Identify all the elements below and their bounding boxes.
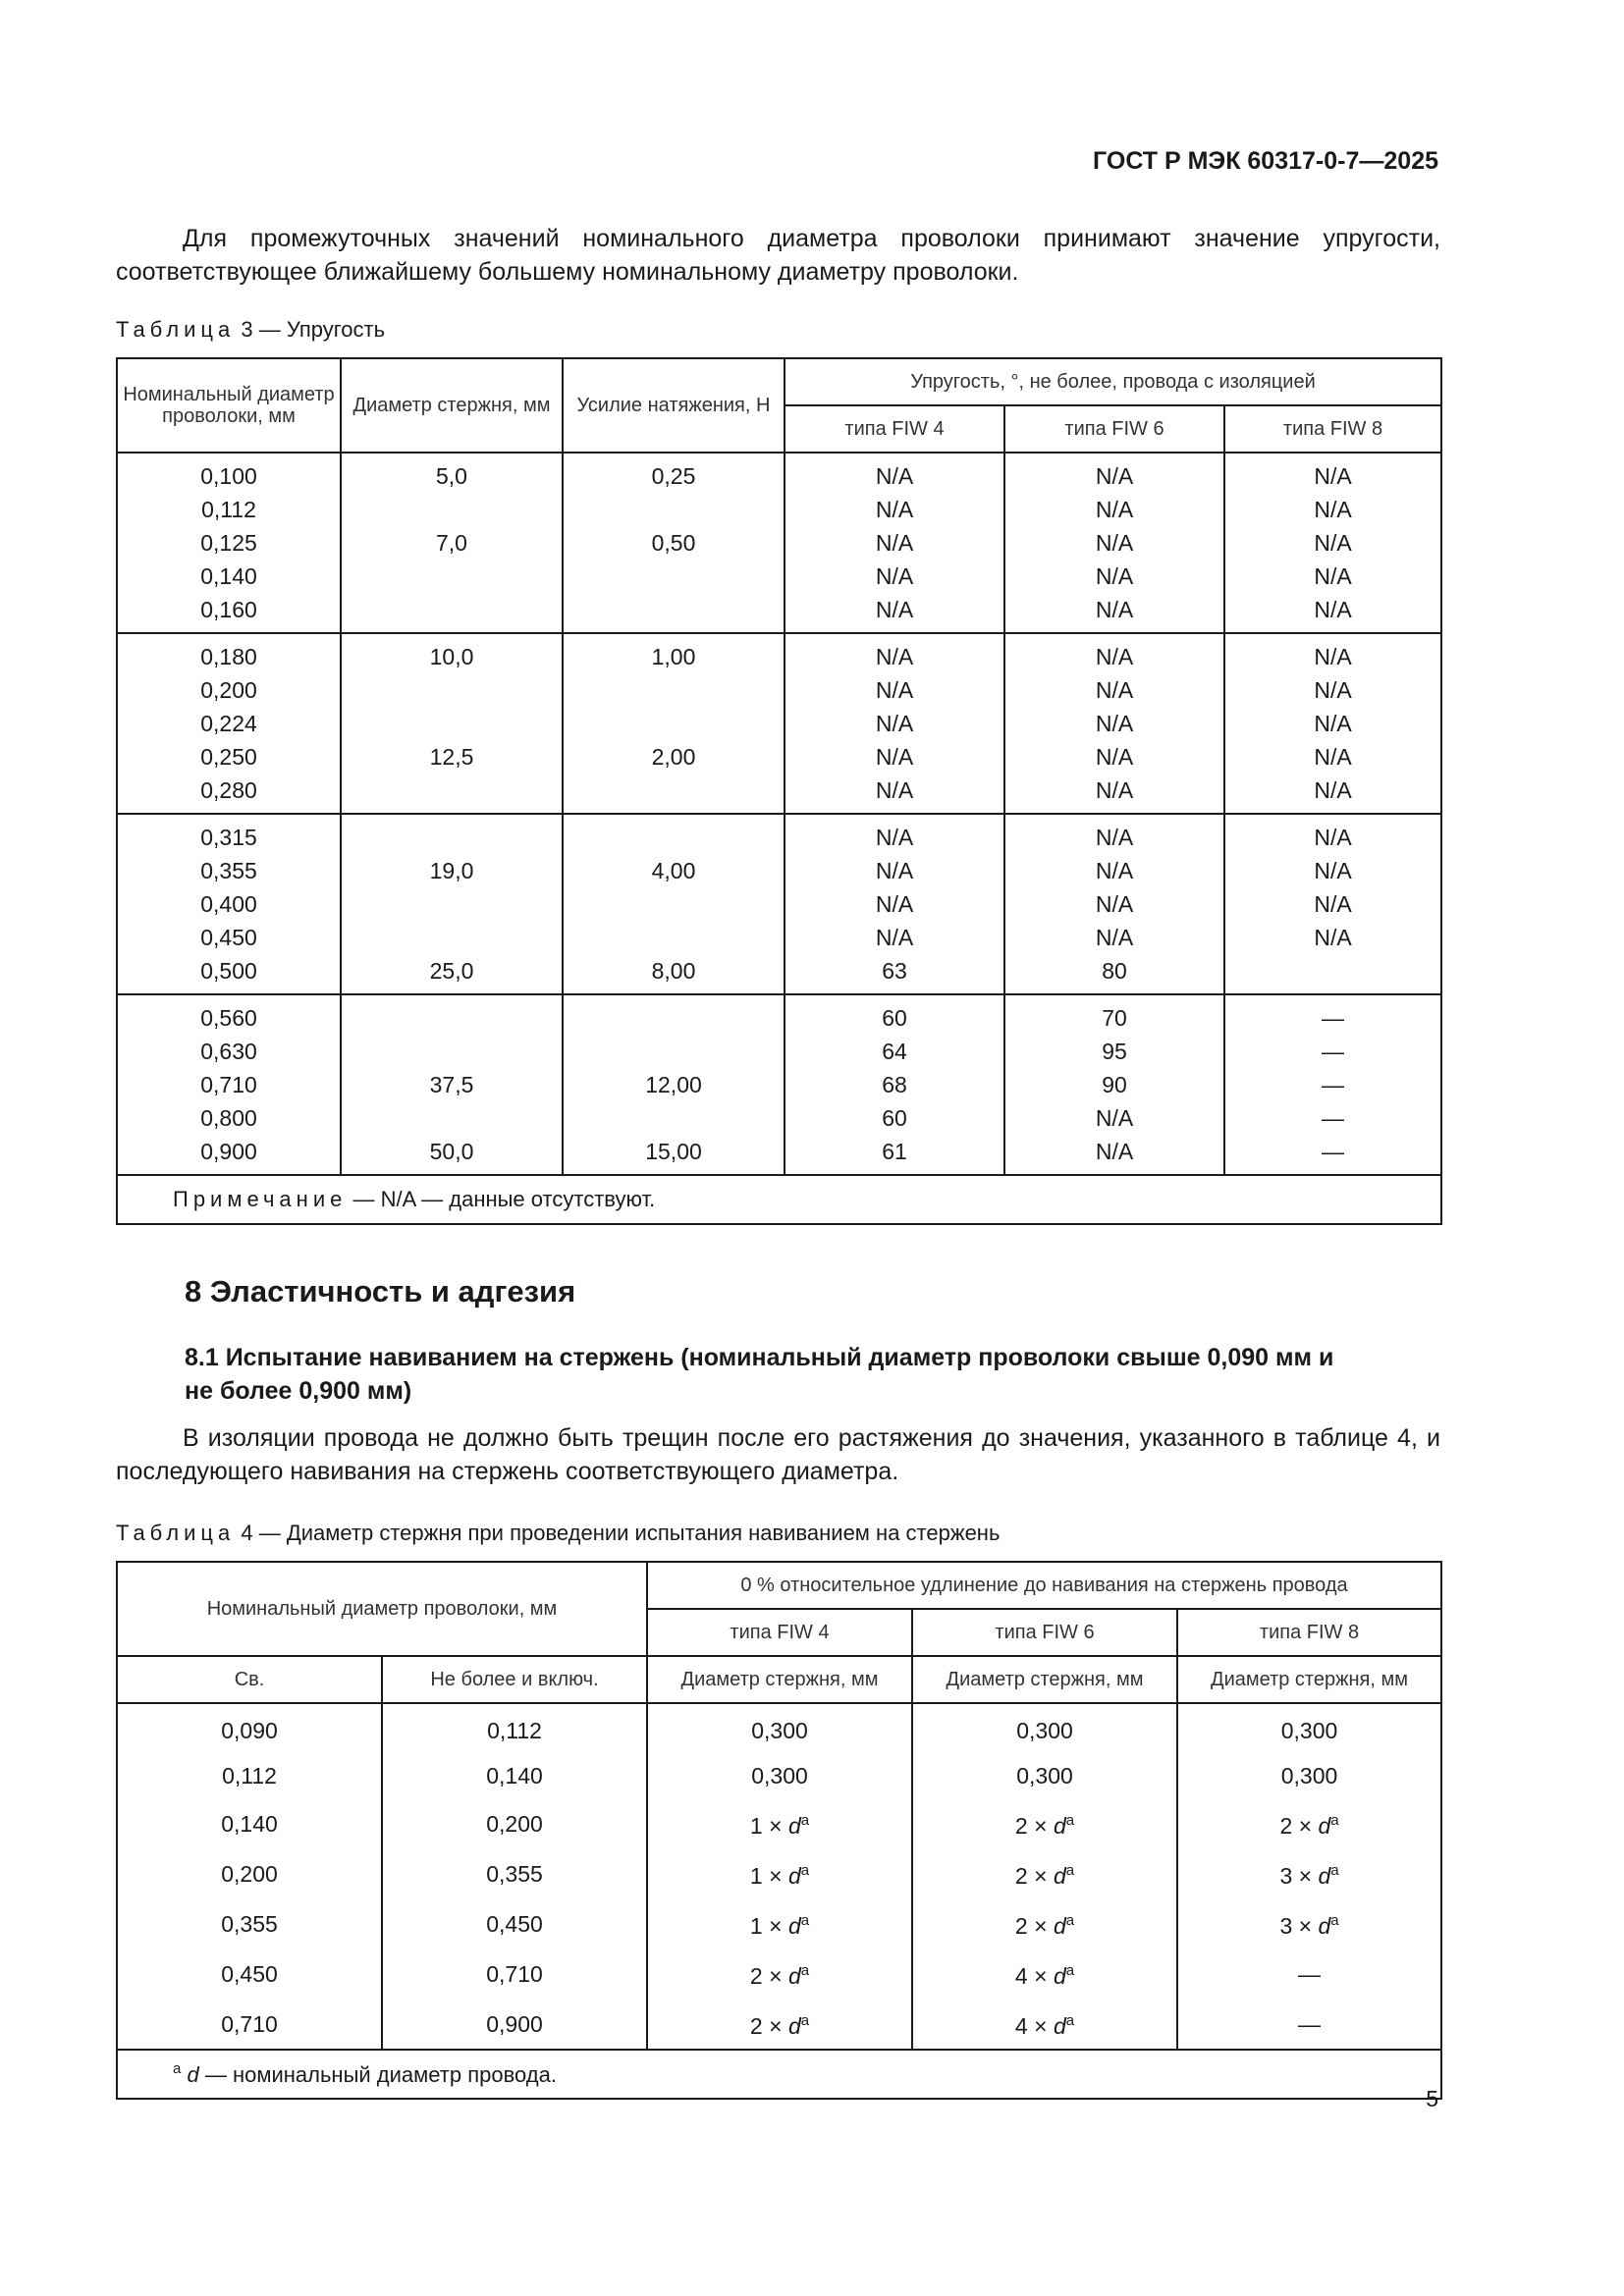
cell-fiw4 bbox=[647, 1949, 912, 1999]
cell-value: N/A bbox=[875, 711, 914, 736]
cell-fiw8 bbox=[1224, 633, 1441, 814]
cell-value bbox=[342, 821, 562, 854]
cell-fiw6 bbox=[1004, 453, 1224, 633]
cell-value bbox=[342, 593, 562, 626]
cell-diameter bbox=[117, 814, 341, 994]
springback-table bbox=[116, 357, 1442, 1225]
cell-value: N/A bbox=[875, 677, 914, 703]
footnote-marker: a bbox=[1065, 1912, 1075, 1929]
cell-value: 0,300 bbox=[1016, 1718, 1073, 1743]
cell-over bbox=[117, 1798, 382, 1848]
table-row bbox=[117, 1898, 1441, 1949]
cell-fiw8 bbox=[1224, 994, 1441, 1175]
cell-value: 4 × bbox=[1014, 1963, 1054, 1989]
cell-value: N/A bbox=[1314, 597, 1352, 622]
cell-value bbox=[342, 1101, 562, 1135]
cell-value: 0,450 bbox=[200, 925, 257, 950]
header-rod-fiw8: Диаметр стержня, мм bbox=[1177, 1656, 1441, 1703]
cell-value: — bbox=[1298, 2010, 1322, 2037]
document-code: ГОСТ Р МЭК 60317-0-7—2025 bbox=[1093, 147, 1438, 175]
cell-value: 80 bbox=[1102, 958, 1127, 984]
cell-value: 12,00 bbox=[645, 1072, 702, 1097]
cell-value bbox=[342, 707, 562, 740]
cell-fiw8 bbox=[1177, 1703, 1441, 1753]
header-up-to: Не более и включ. bbox=[382, 1656, 647, 1703]
cell-value: 0,300 bbox=[1016, 1763, 1073, 1789]
cell-value: 2 × bbox=[1014, 1913, 1054, 1939]
cell-value: 10,0 bbox=[429, 644, 474, 669]
cell-diameter bbox=[117, 633, 341, 814]
cell-value: 0,500 bbox=[200, 958, 257, 984]
cell-value: 61 bbox=[882, 1139, 907, 1164]
cell-value: N/A bbox=[875, 891, 914, 917]
section-heading: 8 Эластичность и адгезия bbox=[185, 1274, 576, 1308]
header-rod-fiw4: Диаметр стержня, мм bbox=[647, 1656, 912, 1703]
cell-value: 1 × bbox=[749, 1863, 788, 1889]
header-type-fiw6: типа FIW 6 bbox=[1004, 405, 1224, 453]
cell-value bbox=[1225, 954, 1440, 988]
cell-upto bbox=[382, 1898, 647, 1949]
cell-value: N/A bbox=[1095, 777, 1134, 803]
cell-value bbox=[342, 1001, 562, 1035]
cell-value bbox=[342, 887, 562, 921]
cell-value: N/A bbox=[1095, 744, 1134, 770]
cell-fiw4 bbox=[785, 633, 1004, 814]
cell-value: 4,00 bbox=[651, 858, 696, 883]
cell-value bbox=[342, 1035, 562, 1068]
cell-fiw6 bbox=[1004, 994, 1224, 1175]
cell-fiw4 bbox=[647, 1753, 912, 1798]
cell-value bbox=[342, 493, 562, 526]
cell-value: N/A bbox=[1095, 597, 1134, 622]
cell-fiw8 bbox=[1224, 453, 1441, 633]
header-type-fiw4: типа FIW 4 bbox=[785, 405, 1004, 453]
header-type-fiw4: типа FIW 4 bbox=[647, 1609, 912, 1656]
cell-fiw4 bbox=[647, 1999, 912, 2050]
cell-value bbox=[564, 774, 784, 807]
cell-value: 2,00 bbox=[651, 744, 696, 770]
cell-value: 0,140 bbox=[486, 1763, 543, 1789]
cell-value: N/A bbox=[1314, 563, 1352, 589]
cell-fiw8 bbox=[1177, 1798, 1441, 1848]
cell-value: 0,250 bbox=[200, 744, 257, 770]
header-type-fiw8: типа FIW 8 bbox=[1177, 1609, 1441, 1656]
cell-value: — bbox=[1322, 1105, 1345, 1131]
cell-value: 60 bbox=[882, 1105, 907, 1131]
table-row-group bbox=[117, 633, 1441, 814]
d-symbol: d bbox=[1053, 1863, 1066, 1889]
cell-fiw6 bbox=[1004, 633, 1224, 814]
cell-fiw6 bbox=[912, 1798, 1177, 1848]
cell-value: 0,140 bbox=[221, 1810, 278, 1837]
cell-value: 2 × bbox=[749, 1963, 788, 1989]
cell-value: N/A bbox=[875, 530, 914, 556]
cell-fiw6 bbox=[912, 1898, 1177, 1949]
cell-value: 2 × bbox=[1014, 1863, 1054, 1889]
cell-tension bbox=[563, 633, 785, 814]
cell-fiw8 bbox=[1177, 1898, 1441, 1949]
cell-tension bbox=[563, 994, 785, 1175]
table-row bbox=[117, 1703, 1441, 1753]
cell-upto bbox=[382, 1999, 647, 2050]
header-rod-fiw6: Диаметр стержня, мм bbox=[912, 1656, 1177, 1703]
table-row bbox=[117, 1798, 1441, 1848]
cell-value: 90 bbox=[1102, 1072, 1127, 1097]
cell-value: N/A bbox=[1095, 677, 1134, 703]
cell-value: 5,0 bbox=[436, 463, 467, 489]
cell-value: 2 × bbox=[1279, 1813, 1319, 1839]
table-row-group bbox=[117, 994, 1441, 1175]
cell-over bbox=[117, 1999, 382, 2050]
intro-paragraph: Для промежуточных значений номинального диаметра проволоки принимают значение упругости, соответствующее ближайшему большему номинальному диаметру проволоки. bbox=[116, 225, 1440, 286]
cell-value: — bbox=[1322, 1039, 1345, 1064]
cell-value: 8,00 bbox=[651, 958, 696, 984]
cell-value: 0,112 bbox=[222, 1763, 277, 1789]
header-over: Св. bbox=[117, 1656, 382, 1703]
cell-value: N/A bbox=[1314, 744, 1352, 770]
footnote-marker: a bbox=[800, 1862, 810, 1879]
cell-value: N/A bbox=[1095, 891, 1134, 917]
cell-value: 0,125 bbox=[200, 530, 257, 556]
cell-fiw8 bbox=[1177, 1753, 1441, 1798]
cell-value: N/A bbox=[1095, 858, 1134, 883]
cell-value: — bbox=[1322, 1005, 1345, 1031]
header-nominal-diameter: Номинальный диаметр проволоки, мм bbox=[117, 1562, 647, 1656]
cell-over bbox=[117, 1898, 382, 1949]
footnote-marker: a bbox=[1330, 1862, 1339, 1879]
cell-value: 25,0 bbox=[429, 958, 474, 984]
cell-value: 50,0 bbox=[429, 1139, 474, 1164]
header-tension: Усилие натяжения, Н bbox=[563, 358, 785, 453]
cell-value: 0,200 bbox=[486, 1810, 543, 1837]
table-row-group bbox=[117, 814, 1441, 994]
cell-value: 7,0 bbox=[436, 530, 467, 556]
cell-value: 1 × bbox=[749, 1813, 788, 1839]
cell-value: N/A bbox=[875, 644, 914, 669]
cell-value: N/A bbox=[1314, 463, 1352, 489]
cell-value: 3 × bbox=[1279, 1913, 1319, 1939]
cell-value: 0,160 bbox=[200, 597, 257, 622]
cell-value bbox=[564, 560, 784, 593]
d-symbol: d bbox=[787, 1813, 801, 1839]
cell-diameter bbox=[117, 994, 341, 1175]
cell-value: 95 bbox=[1102, 1039, 1127, 1064]
cell-value: 0,50 bbox=[651, 530, 696, 556]
header-type-fiw8: типа FIW 8 bbox=[1224, 405, 1441, 453]
cell-value bbox=[564, 673, 784, 707]
cell-rod bbox=[341, 814, 563, 994]
cell-value: N/A bbox=[1314, 891, 1352, 917]
cell-value: 0,224 bbox=[200, 711, 257, 736]
cell-upto bbox=[382, 1798, 647, 1848]
table4-caption: Таблица 4 — Диаметр стержня при проведении испытания навиванием на стержень bbox=[116, 1521, 1001, 1545]
cell-value: N/A bbox=[1314, 644, 1352, 669]
cell-upto bbox=[382, 1703, 647, 1753]
header-rod-diameter: Диаметр стержня, мм bbox=[341, 358, 563, 453]
cell-value: 0,200 bbox=[200, 677, 257, 703]
cell-fiw4 bbox=[647, 1898, 912, 1949]
cell-value: 0,710 bbox=[221, 2010, 278, 2037]
cell-rod bbox=[341, 453, 563, 633]
table-row bbox=[117, 1949, 1441, 1999]
cell-fiw4 bbox=[647, 1703, 912, 1753]
cell-value: 0,710 bbox=[486, 1960, 543, 1987]
cell-value: N/A bbox=[1314, 530, 1352, 556]
cell-over bbox=[117, 1703, 382, 1753]
d-symbol: d bbox=[787, 1963, 801, 1989]
cell-value: 0,300 bbox=[751, 1718, 808, 1743]
cell-fiw4 bbox=[785, 814, 1004, 994]
table3-caption: Таблица 3 — Упругость bbox=[116, 317, 386, 342]
table3-note: Примечание — N/A — данные отсутствуют. bbox=[117, 1175, 1441, 1224]
mandrel-diameter-table bbox=[116, 1561, 1442, 2100]
cell-value bbox=[342, 921, 562, 954]
cell-upto bbox=[382, 1753, 647, 1798]
cell-fiw4 bbox=[785, 994, 1004, 1175]
cell-value: 37,5 bbox=[429, 1072, 474, 1097]
cell-value: 70 bbox=[1102, 1005, 1127, 1031]
cell-value: 0,315 bbox=[200, 825, 257, 850]
cell-value bbox=[564, 1001, 784, 1035]
header-springback: Упругость, °, не более, провода с изоляцией bbox=[785, 358, 1441, 405]
cell-over bbox=[117, 1949, 382, 1999]
cell-value: 0,300 bbox=[1280, 1718, 1338, 1743]
cell-value: — bbox=[1322, 1139, 1345, 1164]
cell-fiw4 bbox=[647, 1848, 912, 1898]
cell-value: 0,355 bbox=[486, 1860, 543, 1887]
cell-value: N/A bbox=[1095, 1105, 1134, 1131]
cell-value: N/A bbox=[875, 825, 914, 850]
d-symbol: d bbox=[1053, 1813, 1066, 1839]
cell-rod bbox=[341, 994, 563, 1175]
cell-value: N/A bbox=[1095, 463, 1134, 489]
footnote-marker: a bbox=[800, 1812, 810, 1829]
cell-value: N/A bbox=[1314, 677, 1352, 703]
header-elongation: 0 % относительное удлинение до навивания на стержень провода bbox=[647, 1562, 1441, 1609]
cell-rod bbox=[341, 633, 563, 814]
cell-value: N/A bbox=[1095, 497, 1134, 522]
cell-value: 0,112 bbox=[487, 1718, 542, 1743]
cell-value bbox=[564, 493, 784, 526]
cell-diameter bbox=[117, 453, 341, 633]
cell-value bbox=[342, 560, 562, 593]
d-symbol: d bbox=[787, 1913, 801, 1939]
cell-fiw6 bbox=[912, 1848, 1177, 1898]
cell-value: 0,800 bbox=[200, 1105, 257, 1131]
cell-value bbox=[564, 887, 784, 921]
cell-value: 2 × bbox=[1014, 1813, 1054, 1839]
cell-value: N/A bbox=[875, 744, 914, 770]
d-symbol: d bbox=[1053, 1963, 1066, 1989]
cell-value: 0,25 bbox=[651, 463, 696, 489]
cell-value bbox=[342, 673, 562, 707]
cell-fiw6 bbox=[912, 1703, 1177, 1753]
cell-value: N/A bbox=[1095, 563, 1134, 589]
cell-fiw8 bbox=[1177, 1999, 1441, 2050]
cell-value: 68 bbox=[882, 1072, 907, 1097]
cell-fiw6 bbox=[912, 1753, 1177, 1798]
header-nominal-diameter: Номинальный диаметр проволоки, мм bbox=[117, 358, 341, 453]
cell-value: 0,630 bbox=[200, 1039, 257, 1064]
cell-value: 0,300 bbox=[1280, 1763, 1338, 1789]
cell-value: 0,112 bbox=[201, 497, 256, 522]
cell-tension bbox=[563, 814, 785, 994]
table-row-group bbox=[117, 453, 1441, 633]
cell-value: 0,710 bbox=[200, 1072, 257, 1097]
cell-value: 1,00 bbox=[651, 644, 696, 669]
cell-value: N/A bbox=[1095, 925, 1134, 950]
cell-value: 15,00 bbox=[645, 1139, 702, 1164]
d-symbol: d bbox=[1053, 2013, 1066, 2039]
section-paragraph: В изоляции провода не должно быть трещин после его растяжения до значения, указанного в таблице 4, и последующего навивания на стержень соответствующего диаметра. bbox=[116, 1424, 1440, 1485]
cell-value: N/A bbox=[1314, 497, 1352, 522]
d-symbol: d bbox=[1053, 1913, 1066, 1939]
cell-value: 4 × bbox=[1014, 2013, 1054, 2039]
cell-over bbox=[117, 1753, 382, 1798]
cell-value: 2 × bbox=[749, 2013, 788, 2039]
cell-value: 1 × bbox=[749, 1913, 788, 1939]
cell-value: 0,355 bbox=[221, 1910, 278, 1937]
cell-fiw6 bbox=[912, 1949, 1177, 1999]
cell-value: N/A bbox=[1314, 858, 1352, 883]
cell-fiw4 bbox=[785, 453, 1004, 633]
cell-value: 0,300 bbox=[751, 1763, 808, 1789]
cell-value bbox=[564, 821, 784, 854]
d-symbol: d bbox=[1318, 1863, 1331, 1889]
cell-value bbox=[564, 1101, 784, 1135]
cell-over bbox=[117, 1848, 382, 1898]
cell-value: 12,5 bbox=[429, 744, 474, 770]
cell-value: N/A bbox=[1314, 711, 1352, 736]
cell-value: 0,140 bbox=[200, 563, 257, 589]
d-symbol: d bbox=[1318, 1813, 1331, 1839]
cell-value: N/A bbox=[875, 463, 914, 489]
table4-footnote: $^a$ d — номинальный диаметр провода. bbox=[117, 2050, 1441, 2099]
cell-fiw8 bbox=[1177, 1848, 1441, 1898]
cell-value: 0,900 bbox=[200, 1139, 257, 1164]
d-symbol: d bbox=[1318, 1913, 1331, 1939]
cell-value: 3 × bbox=[1279, 1863, 1319, 1889]
cell-fiw6 bbox=[912, 1999, 1177, 2050]
footnote-marker: a bbox=[1065, 1962, 1075, 1979]
cell-value: N/A bbox=[1095, 711, 1134, 736]
cell-value bbox=[342, 774, 562, 807]
cell-value: N/A bbox=[875, 497, 914, 522]
cell-value: 0,090 bbox=[221, 1718, 278, 1743]
table-row bbox=[117, 1753, 1441, 1798]
cell-value bbox=[564, 921, 784, 954]
footnote-marker: a bbox=[1065, 1862, 1075, 1879]
cell-value: N/A bbox=[875, 858, 914, 883]
cell-value bbox=[564, 1035, 784, 1068]
cell-value: N/A bbox=[1095, 644, 1134, 669]
header-type-fiw6: типа FIW 6 bbox=[912, 1609, 1177, 1656]
cell-value: 0,400 bbox=[200, 891, 257, 917]
cell-value: 64 bbox=[882, 1039, 907, 1064]
cell-value: — bbox=[1298, 1960, 1322, 1987]
footnote-marker: a bbox=[1065, 1812, 1075, 1829]
cell-value: 0,450 bbox=[486, 1910, 543, 1937]
footnote-marker: a bbox=[1330, 1912, 1339, 1929]
cell-value: 0,280 bbox=[200, 777, 257, 803]
cell-value: 0,100 bbox=[200, 463, 257, 489]
cell-upto bbox=[382, 1848, 647, 1898]
cell-value: N/A bbox=[875, 597, 914, 622]
d-symbol: d bbox=[787, 2013, 801, 2039]
cell-value: 0,355 bbox=[200, 858, 257, 883]
cell-value: — bbox=[1322, 1072, 1345, 1097]
cell-value: N/A bbox=[1314, 825, 1352, 850]
cell-value: 0,450 bbox=[221, 1960, 278, 1987]
cell-fiw6 bbox=[1004, 814, 1224, 994]
subsection-heading: 8.1 Испытание навиванием на стержень (номинальный диаметр проволоки свыше 0,090 мм и не более 0,900 мм) bbox=[185, 1344, 1334, 1405]
table-row bbox=[117, 1848, 1441, 1898]
cell-value: 0,900 bbox=[486, 2010, 543, 2037]
footnote-marker: a bbox=[800, 1912, 810, 1929]
cell-value: N/A bbox=[875, 925, 914, 950]
footnote-marker: a bbox=[1065, 2012, 1075, 2029]
cell-value: 60 bbox=[882, 1005, 907, 1031]
cell-value: 63 bbox=[882, 958, 907, 984]
footnote-marker: a bbox=[800, 1962, 810, 1979]
cell-fiw8 bbox=[1177, 1949, 1441, 1999]
footnote-marker: a bbox=[1330, 1812, 1339, 1829]
cell-value: N/A bbox=[875, 777, 914, 803]
cell-value: N/A bbox=[1095, 825, 1134, 850]
cell-value: N/A bbox=[1314, 925, 1352, 950]
cell-value: 0,560 bbox=[200, 1005, 257, 1031]
cell-value: N/A bbox=[875, 563, 914, 589]
cell-value bbox=[564, 707, 784, 740]
cell-value: 0,180 bbox=[200, 644, 257, 669]
cell-fiw4 bbox=[647, 1798, 912, 1848]
footnote-marker: a bbox=[800, 2012, 810, 2029]
cell-value: N/A bbox=[1314, 777, 1352, 803]
cell-value: N/A bbox=[1095, 530, 1134, 556]
table-row bbox=[117, 1999, 1441, 2050]
cell-value: N/A bbox=[1095, 1139, 1134, 1164]
cell-value: 0,200 bbox=[221, 1860, 278, 1887]
page-number: 5 bbox=[1426, 2086, 1438, 2111]
cell-value: 19,0 bbox=[429, 858, 474, 883]
cell-tension bbox=[563, 453, 785, 633]
cell-fiw8 bbox=[1224, 814, 1441, 994]
cell-value bbox=[564, 593, 784, 626]
d-symbol: d bbox=[787, 1863, 801, 1889]
cell-upto bbox=[382, 1949, 647, 1999]
